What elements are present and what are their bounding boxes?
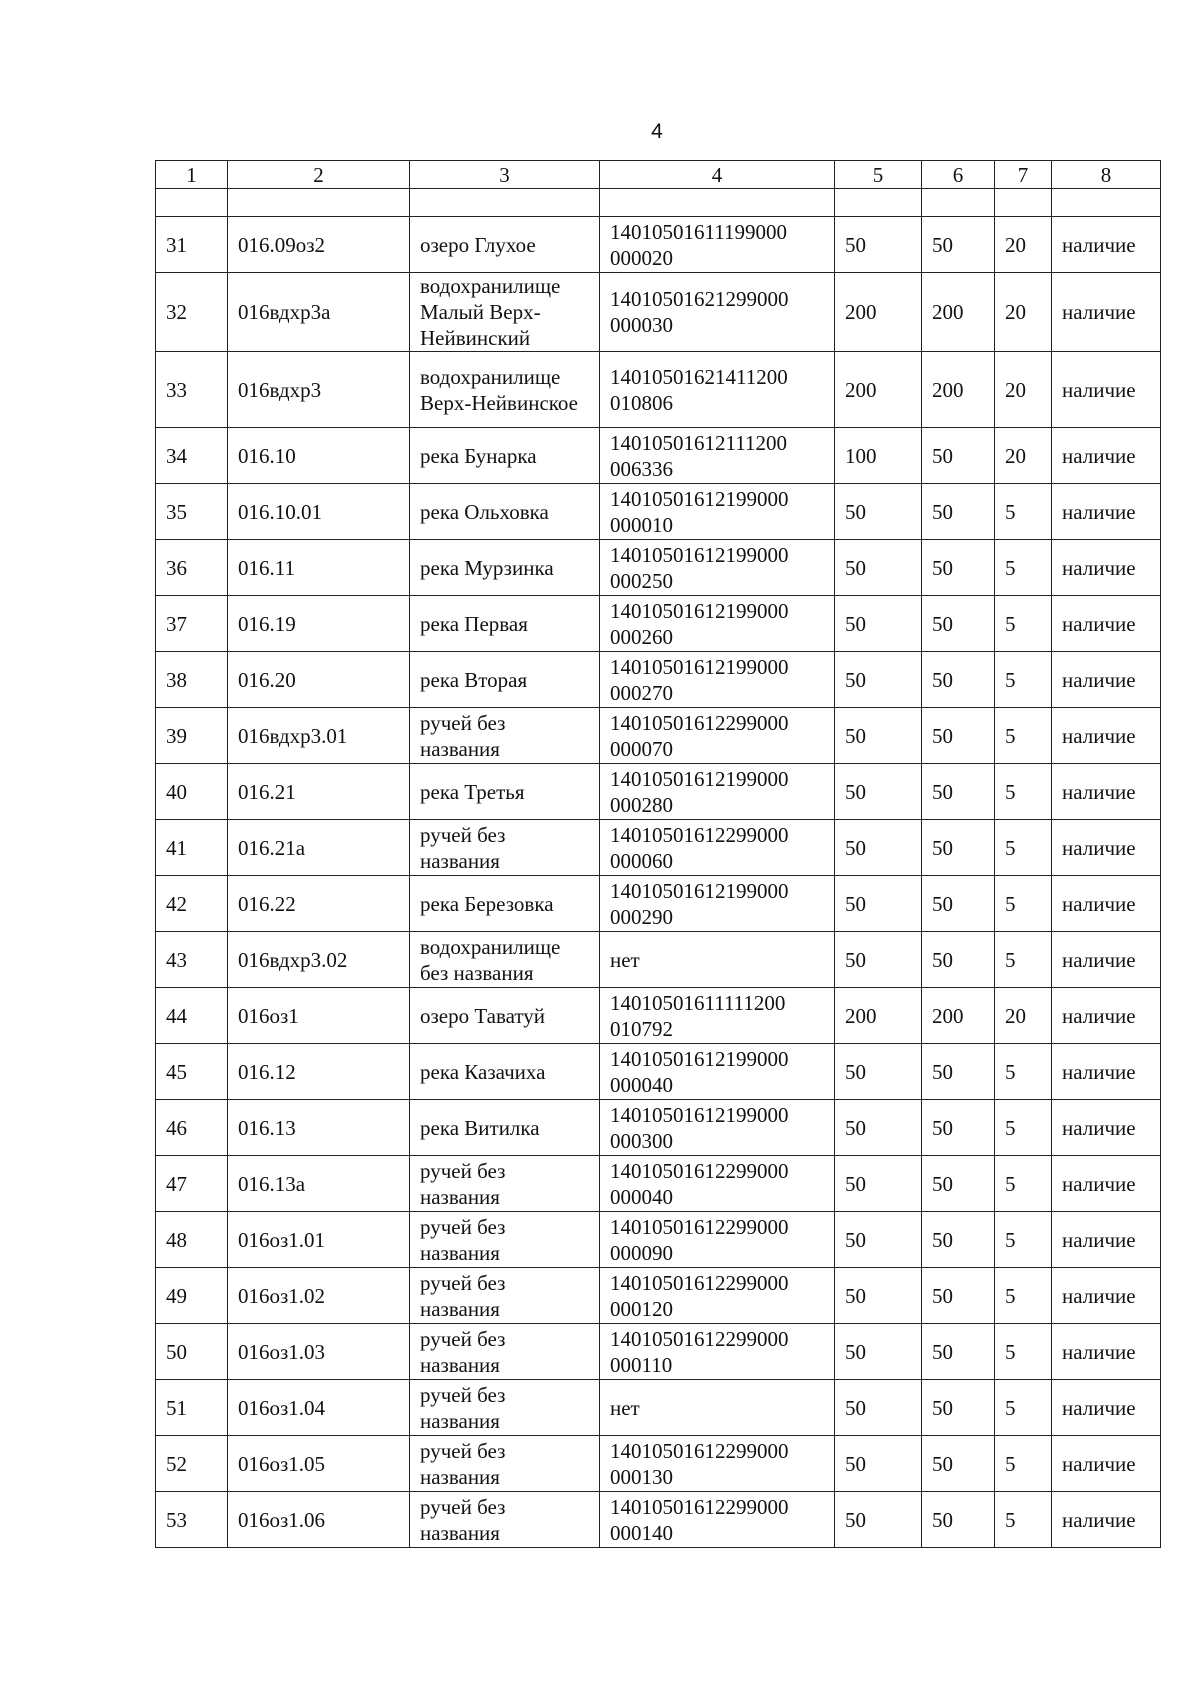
- column-7-cell: 5: [995, 484, 1052, 540]
- registry-code-cell: 14010501612299000 000070: [600, 708, 835, 764]
- column-6-cell: 50: [922, 876, 995, 932]
- object-code-cell: 016оз1.05: [228, 1436, 410, 1492]
- registry-code-cell: 14010501612199000 000250: [600, 540, 835, 596]
- object-name-cell: ручей без названия: [410, 1436, 600, 1492]
- column-5-cell: 50: [835, 1156, 922, 1212]
- water-objects-table: [155, 160, 1161, 1548]
- column-number-row: [156, 161, 1161, 189]
- object-name-cell: ручей без названия: [410, 1324, 600, 1380]
- column-5-cell: 50: [835, 1044, 922, 1100]
- column-7-cell: 5: [995, 932, 1052, 988]
- row-number-cell: 50: [156, 1324, 228, 1380]
- column-7-cell: 5: [995, 1268, 1052, 1324]
- column-7-cell: 5: [995, 876, 1052, 932]
- table-row: [156, 217, 1161, 273]
- status-cell: наличие: [1052, 1212, 1161, 1268]
- row-number-cell: 48: [156, 1212, 228, 1268]
- row-number-cell: 36: [156, 540, 228, 596]
- table-row: [156, 764, 1161, 820]
- object-name-cell: река Мурзинка: [410, 540, 600, 596]
- column-header: 8: [1052, 161, 1161, 189]
- column-6-cell: 50: [922, 1268, 995, 1324]
- column-6-cell: 50: [922, 652, 995, 708]
- empty-cell: [228, 189, 410, 217]
- registry-code-cell: 14010501612199000 000280: [600, 764, 835, 820]
- object-name-cell: река Ольховка: [410, 484, 600, 540]
- table-row: [156, 1212, 1161, 1268]
- registry-code-cell: 14010501612299000 000110: [600, 1324, 835, 1380]
- status-cell: наличие: [1052, 932, 1161, 988]
- column-5-cell: 50: [835, 596, 922, 652]
- column-6-cell: 50: [922, 1212, 995, 1268]
- object-code-cell: 016вдхр3а: [228, 273, 410, 352]
- object-name-cell: водохранилище без названия: [410, 932, 600, 988]
- object-name-cell: водохранилище Малый Верх-Нейвинский: [410, 273, 600, 352]
- page-number: 4: [651, 120, 663, 143]
- status-cell: наличие: [1052, 1100, 1161, 1156]
- column-5-cell: 50: [835, 1100, 922, 1156]
- table-row: [156, 1492, 1161, 1548]
- status-cell: наличие: [1052, 1268, 1161, 1324]
- empty-cell: [995, 189, 1052, 217]
- column-5-cell: 50: [835, 708, 922, 764]
- object-code-cell: 016.22: [228, 876, 410, 932]
- column-5-cell: 50: [835, 764, 922, 820]
- column-7-cell: 20: [995, 428, 1052, 484]
- registry-code-cell: 14010501612199000 000300: [600, 1100, 835, 1156]
- column-7-cell: 5: [995, 1324, 1052, 1380]
- object-name-cell: ручей без названия: [410, 708, 600, 764]
- column-7-cell: 5: [995, 596, 1052, 652]
- status-cell: наличие: [1052, 1492, 1161, 1548]
- registry-code-cell: 14010501612199000 000040: [600, 1044, 835, 1100]
- empty-cell: [922, 189, 995, 217]
- column-6-cell: 200: [922, 273, 995, 352]
- column-6-cell: 50: [922, 1044, 995, 1100]
- status-cell: наличие: [1052, 652, 1161, 708]
- column-5-cell: 50: [835, 217, 922, 273]
- registry-code-cell: 14010501612299000 000130: [600, 1436, 835, 1492]
- column-header: 5: [835, 161, 922, 189]
- table-row: [156, 352, 1161, 428]
- registry-code-cell: 14010501612199000 000260: [600, 596, 835, 652]
- column-6-cell: 200: [922, 352, 995, 428]
- column-7-cell: 5: [995, 708, 1052, 764]
- column-5-cell: 50: [835, 932, 922, 988]
- column-header: 3: [410, 161, 600, 189]
- object-code-cell: 016оз1.06: [228, 1492, 410, 1548]
- registry-code-cell: 14010501612199000 000270: [600, 652, 835, 708]
- object-name-cell: водохранилище Верх-Нейвинское: [410, 352, 600, 428]
- row-number-cell: 43: [156, 932, 228, 988]
- column-6-cell: 50: [922, 708, 995, 764]
- status-cell: наличие: [1052, 273, 1161, 352]
- column-5-cell: 200: [835, 273, 922, 352]
- table-row: [156, 1044, 1161, 1100]
- column-6-cell: 50: [922, 1436, 995, 1492]
- column-6-cell: 50: [922, 1380, 995, 1436]
- row-number-cell: 45: [156, 1044, 228, 1100]
- column-5-cell: 50: [835, 820, 922, 876]
- column-6-cell: 50: [922, 820, 995, 876]
- column-6-cell: 50: [922, 764, 995, 820]
- status-cell: наличие: [1052, 596, 1161, 652]
- column-5-cell: 50: [835, 652, 922, 708]
- row-number-cell: 40: [156, 764, 228, 820]
- column-7-cell: 5: [995, 1492, 1052, 1548]
- registry-code-cell: 14010501612199000 000290: [600, 876, 835, 932]
- row-number-cell: 51: [156, 1380, 228, 1436]
- object-code-cell: 016оз1.03: [228, 1324, 410, 1380]
- object-name-cell: ручей без названия: [410, 1268, 600, 1324]
- table-row: [156, 428, 1161, 484]
- row-number-cell: 39: [156, 708, 228, 764]
- column-5-cell: 50: [835, 876, 922, 932]
- object-name-cell: озеро Глухое: [410, 217, 600, 273]
- column-header: 4: [600, 161, 835, 189]
- registry-code-cell: 14010501612299000 000090: [600, 1212, 835, 1268]
- object-code-cell: 016оз1: [228, 988, 410, 1044]
- column-header: 2: [228, 161, 410, 189]
- status-cell: наличие: [1052, 988, 1161, 1044]
- column-7-cell: 5: [995, 1156, 1052, 1212]
- table-row: [156, 596, 1161, 652]
- column-6-cell: 50: [922, 1156, 995, 1212]
- column-7-cell: 5: [995, 820, 1052, 876]
- object-code-cell: 016вдхр3.01: [228, 708, 410, 764]
- row-number-cell: 53: [156, 1492, 228, 1548]
- column-7-cell: 5: [995, 540, 1052, 596]
- column-5-cell: 100: [835, 428, 922, 484]
- registry-code-cell: нет: [600, 932, 835, 988]
- column-header: 7: [995, 161, 1052, 189]
- object-code-cell: 016.09оз2: [228, 217, 410, 273]
- status-cell: наличие: [1052, 1324, 1161, 1380]
- column-5-cell: 50: [835, 1324, 922, 1380]
- object-name-cell: река Первая: [410, 596, 600, 652]
- row-number-cell: 31: [156, 217, 228, 273]
- column-6-cell: 50: [922, 428, 995, 484]
- empty-cell: [1052, 189, 1161, 217]
- table-row: [156, 273, 1161, 352]
- table-row: [156, 1436, 1161, 1492]
- registry-code-cell: 14010501612299000 000140: [600, 1492, 835, 1548]
- object-code-cell: 016вдхр3: [228, 352, 410, 428]
- object-name-cell: река Третья: [410, 764, 600, 820]
- column-6-cell: 200: [922, 988, 995, 1044]
- table-row: [156, 652, 1161, 708]
- empty-cell: [156, 189, 228, 217]
- status-cell: наличие: [1052, 352, 1161, 428]
- row-number-cell: 44: [156, 988, 228, 1044]
- object-name-cell: река Бунарка: [410, 428, 600, 484]
- object-code-cell: 016оз1.04: [228, 1380, 410, 1436]
- object-name-cell: река Березовка: [410, 876, 600, 932]
- object-code-cell: 016.10: [228, 428, 410, 484]
- column-6-cell: 50: [922, 1492, 995, 1548]
- column-6-cell: 50: [922, 1100, 995, 1156]
- empty-row: [156, 189, 1161, 217]
- column-7-cell: 5: [995, 764, 1052, 820]
- object-code-cell: 016.10.01: [228, 484, 410, 540]
- column-7-cell: 5: [995, 652, 1052, 708]
- column-6-cell: 50: [922, 484, 995, 540]
- table-row: [156, 1100, 1161, 1156]
- column-5-cell: 50: [835, 1212, 922, 1268]
- object-name-cell: ручей без названия: [410, 820, 600, 876]
- status-cell: наличие: [1052, 1380, 1161, 1436]
- table-row: [156, 1380, 1161, 1436]
- empty-cell: [835, 189, 922, 217]
- object-code-cell: 016.19: [228, 596, 410, 652]
- column-6-cell: 50: [922, 932, 995, 988]
- row-number-cell: 32: [156, 273, 228, 352]
- column-header: 6: [922, 161, 995, 189]
- column-7-cell: 20: [995, 217, 1052, 273]
- status-cell: наличие: [1052, 1156, 1161, 1212]
- status-cell: наличие: [1052, 1044, 1161, 1100]
- table-row: [156, 820, 1161, 876]
- column-6-cell: 50: [922, 540, 995, 596]
- table-row: [156, 932, 1161, 988]
- row-number-cell: 47: [156, 1156, 228, 1212]
- column-header: 1: [156, 161, 228, 189]
- column-7-cell: 20: [995, 273, 1052, 352]
- table-row: [156, 540, 1161, 596]
- column-5-cell: 50: [835, 484, 922, 540]
- column-7-cell: 20: [995, 988, 1052, 1044]
- column-7-cell: 5: [995, 1100, 1052, 1156]
- object-name-cell: ручей без названия: [410, 1156, 600, 1212]
- status-cell: наличие: [1052, 217, 1161, 273]
- row-number-cell: 33: [156, 352, 228, 428]
- column-7-cell: 5: [995, 1212, 1052, 1268]
- column-5-cell: 200: [835, 352, 922, 428]
- column-6-cell: 50: [922, 596, 995, 652]
- row-number-cell: 42: [156, 876, 228, 932]
- status-cell: наличие: [1052, 540, 1161, 596]
- object-code-cell: 016оз1.02: [228, 1268, 410, 1324]
- status-cell: наличие: [1052, 820, 1161, 876]
- column-5-cell: 50: [835, 1380, 922, 1436]
- row-number-cell: 46: [156, 1100, 228, 1156]
- column-7-cell: 5: [995, 1436, 1052, 1492]
- table-row: [156, 1156, 1161, 1212]
- column-5-cell: 50: [835, 540, 922, 596]
- column-5-cell: 200: [835, 988, 922, 1044]
- object-name-cell: озеро Таватуй: [410, 988, 600, 1044]
- empty-cell: [600, 189, 835, 217]
- object-code-cell: 016.11: [228, 540, 410, 596]
- column-5-cell: 50: [835, 1492, 922, 1548]
- status-cell: наличие: [1052, 428, 1161, 484]
- object-code-cell: 016.13: [228, 1100, 410, 1156]
- registry-code-cell: 14010501621299000 000030: [600, 273, 835, 352]
- table-row: [156, 708, 1161, 764]
- row-number-cell: 38: [156, 652, 228, 708]
- table-row: [156, 484, 1161, 540]
- registry-code-cell: нет: [600, 1380, 835, 1436]
- row-number-cell: 34: [156, 428, 228, 484]
- object-code-cell: 016.12: [228, 1044, 410, 1100]
- object-name-cell: ручей без названия: [410, 1380, 600, 1436]
- registry-code-cell: 14010501612299000 000040: [600, 1156, 835, 1212]
- registry-code-cell: 14010501612299000 000120: [600, 1268, 835, 1324]
- registry-code-cell: 14010501612299000 000060: [600, 820, 835, 876]
- table-row: [156, 988, 1161, 1044]
- registry-code-cell: 14010501612199000 000010: [600, 484, 835, 540]
- column-7-cell: 5: [995, 1380, 1052, 1436]
- object-code-cell: 016.21а: [228, 820, 410, 876]
- object-name-cell: река Витилка: [410, 1100, 600, 1156]
- column-6-cell: 50: [922, 1324, 995, 1380]
- object-code-cell: 016.20: [228, 652, 410, 708]
- column-7-cell: 20: [995, 352, 1052, 428]
- registry-code-cell: 14010501621411200 010806: [600, 352, 835, 428]
- column-7-cell: 5: [995, 1044, 1052, 1100]
- object-name-cell: ручей без названия: [410, 1492, 600, 1548]
- row-number-cell: 35: [156, 484, 228, 540]
- column-5-cell: 50: [835, 1268, 922, 1324]
- table-row: [156, 876, 1161, 932]
- registry-code-cell: 14010501612111200 006336: [600, 428, 835, 484]
- object-name-cell: ручей без названия: [410, 1212, 600, 1268]
- object-code-cell: 016.13а: [228, 1156, 410, 1212]
- empty-cell: [410, 189, 600, 217]
- status-cell: наличие: [1052, 764, 1161, 820]
- row-number-cell: 37: [156, 596, 228, 652]
- column-6-cell: 50: [922, 217, 995, 273]
- column-5-cell: 50: [835, 1436, 922, 1492]
- registry-code-cell: 14010501611111200 010792: [600, 988, 835, 1044]
- row-number-cell: 41: [156, 820, 228, 876]
- registry-code-cell: 14010501611199000 000020: [600, 217, 835, 273]
- object-code-cell: 016.21: [228, 764, 410, 820]
- row-number-cell: 52: [156, 1436, 228, 1492]
- status-cell: наличие: [1052, 484, 1161, 540]
- table-body: [156, 189, 1161, 1548]
- status-cell: наличие: [1052, 876, 1161, 932]
- table-row: [156, 1324, 1161, 1380]
- object-code-cell: 016вдхр3.02: [228, 932, 410, 988]
- row-number-cell: 49: [156, 1268, 228, 1324]
- status-cell: наличие: [1052, 708, 1161, 764]
- object-code-cell: 016оз1.01: [228, 1212, 410, 1268]
- object-name-cell: река Казачиха: [410, 1044, 600, 1100]
- status-cell: наличие: [1052, 1436, 1161, 1492]
- table-row: [156, 1268, 1161, 1324]
- object-name-cell: река Вторая: [410, 652, 600, 708]
